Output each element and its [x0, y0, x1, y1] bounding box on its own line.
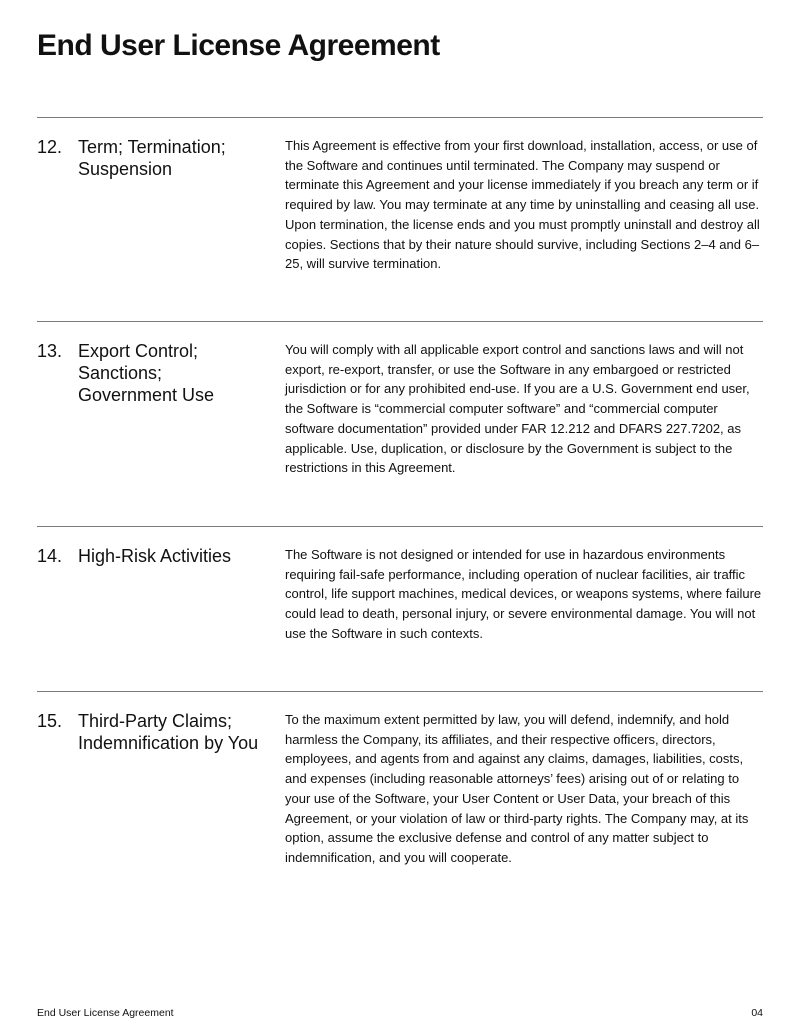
section-title: Term; Termination; Suspension — [78, 137, 226, 179]
section-15-indemnification — [37, 691, 763, 865]
footer-page-number: 04 — [751, 1007, 763, 1019]
page-title: End User License Agreement — [37, 29, 440, 62]
footer-document-title: End User License Agreement — [37, 1007, 174, 1019]
section-body: The Software is not designed or intended for use in hazardous environments requiring fail-safe performance, including operation of nuclear facilities, air traffic control, life support machines, medical devices, or weapons systems, where failure could lead to death, personal injury, or severe environmental damage. You will not use the Software in such contexts. — [285, 547, 762, 641]
section-title: High-Risk Activities — [78, 546, 232, 566]
section-body: You will comply with all applicable export control and sanctions laws and will not export, re-export, transfer, or use the Software in any embargoed or restricted jurisdiction or for any prohibited end-use. If you are a U.S. Government end user, the Software is “commercial computer software” and “commercial computer software documentation” provided under FAR 12.212 and DFARS 227.7202, as applicable. Use, duplication, or disclosure by the Government is subject to the restrictions in this Agreement. — [285, 342, 750, 476]
section-12-term-termination — [37, 117, 763, 272]
section-number: 12. — [37, 137, 63, 157]
section-body: This Agreement is effective from your first download, installation, access, or use of the Software and continues until terminated. The Company may suspend or terminate this Agreement and your license immediately if you breach any term or if required by law. You may terminate at any time by uninstalling and ceasing all use. Upon termination, the license ends and you must promptly uninstall and destroy all copies. Sections that by their nature should survive, including Sections 2–4 and 6–25, will survive termination. — [285, 138, 760, 272]
section-13-export-control — [37, 321, 763, 476]
section-14-high-risk — [37, 526, 763, 641]
section-number: 15. — [37, 711, 63, 731]
section-number: 13. — [37, 341, 63, 361]
section-body: To the maximum extent permitted by law, you will defend, indemnify, and hold harmless the Company, its affiliates, and their respective officers, directors, employees, and agents from and against any claims, damages, liabilities, costs, and expenses (including reasonable attorneys’ fees) arising out of or relating to your use of the Software, your User Content or User Data, your breach of this Agreement, or your violation of law or third-party rights. The Company may, at its option, assume the exclusive defense and control of any matter subject to indemnification, and you will cooperate. — [285, 712, 749, 865]
section-number: 14. — [37, 546, 63, 566]
section-title: Third-Party Claims; Indemnification by You — [78, 711, 259, 753]
section-title: Export Control; Sanctions; Government Use — [78, 341, 215, 405]
